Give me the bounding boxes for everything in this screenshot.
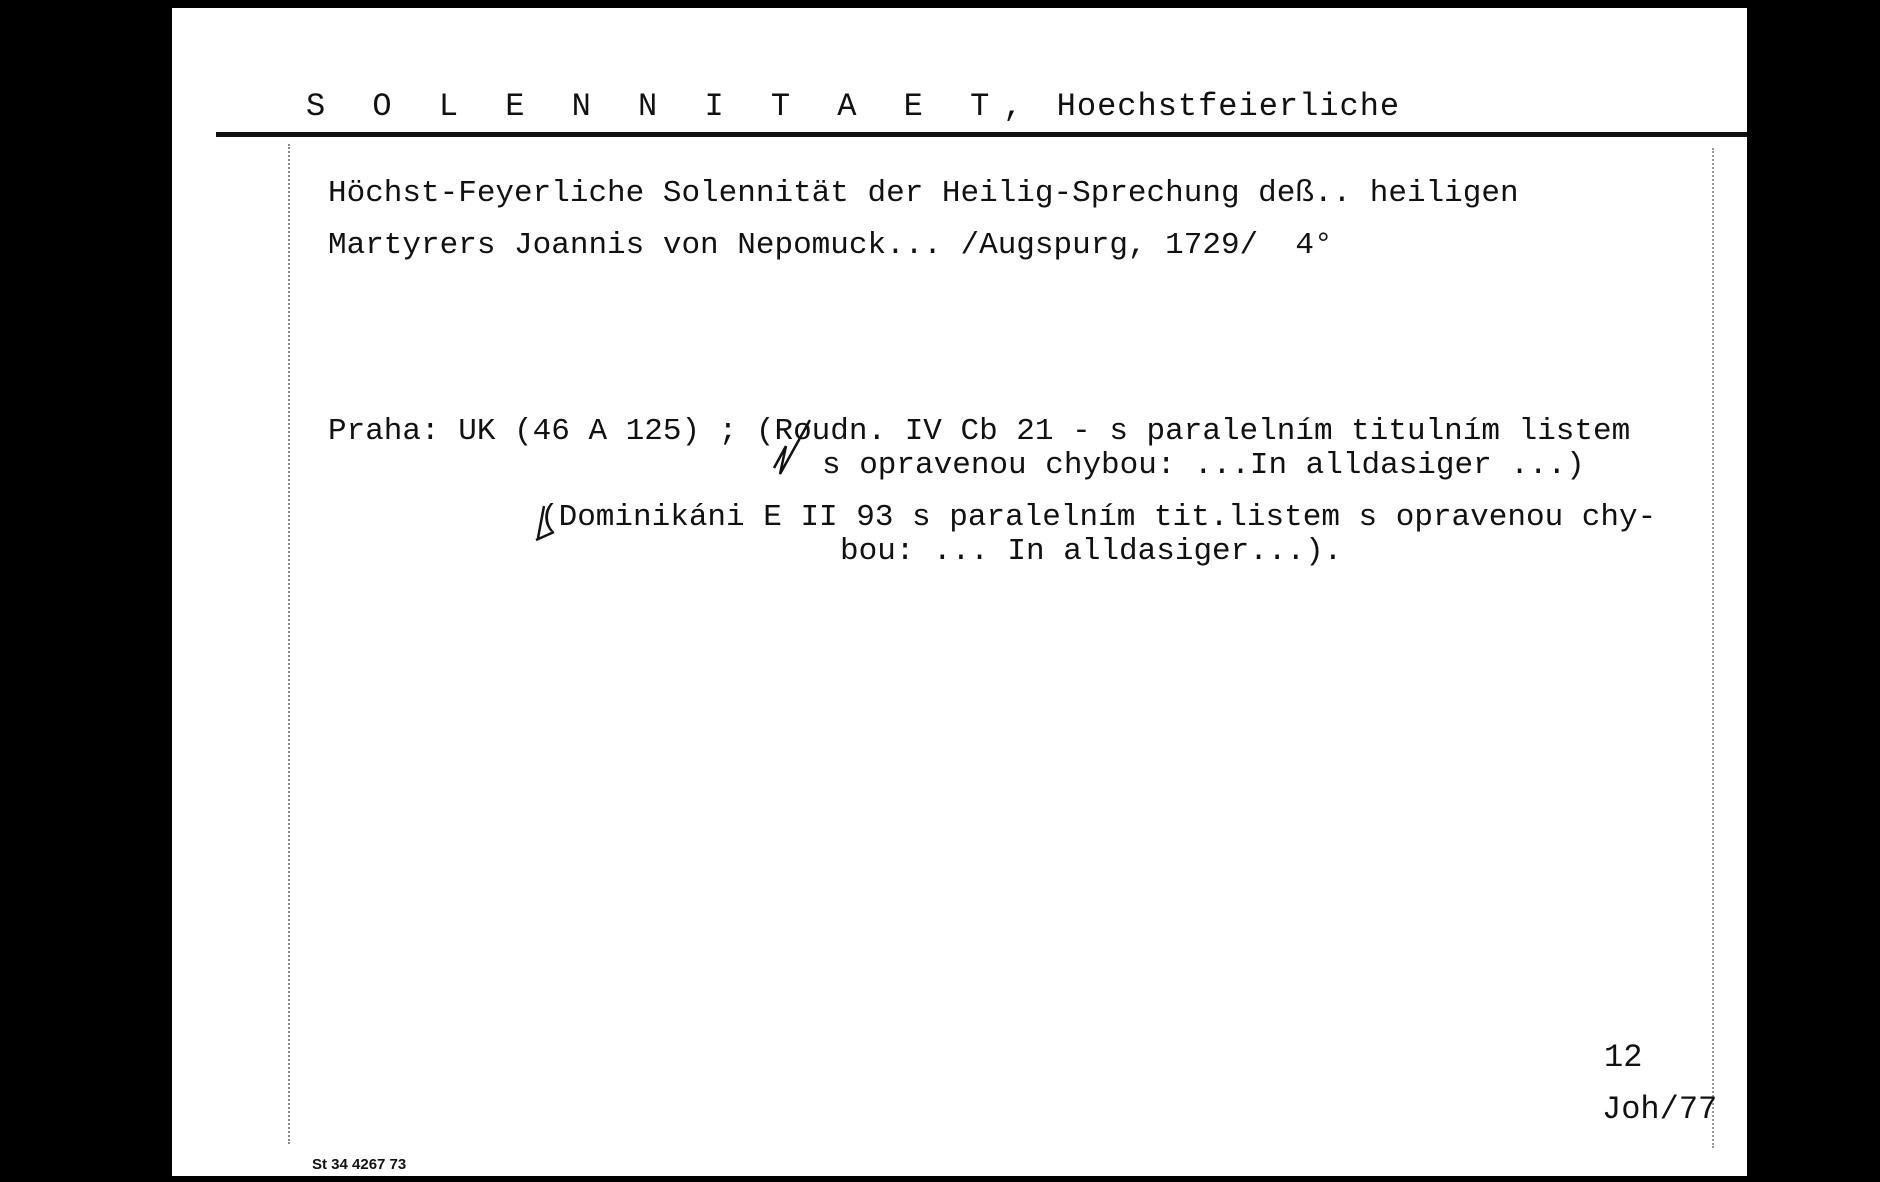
handwritten-check-icon <box>772 416 812 476</box>
right-margin-line <box>1712 148 1714 1148</box>
holdings-line-2: s opravenou chybou: ...In alldasiger ...) <box>822 448 1585 483</box>
holdings-line-3: (Dominikáni E II 93 s paralelním tit.listem s opravenou chy- <box>540 500 1657 535</box>
holdings-line-4: bou: ... In alldasiger...). <box>840 534 1343 569</box>
print-code: St 34 4267 73 <box>312 1156 407 1173</box>
title-line-1: Höchst-Feyerliche Solennität der Heilig-Sprechung deß.. heiligen <box>328 176 1519 211</box>
holdings-line-1: Praha: UK (46 A 125) ; (Roudn. IV Cb 21 - s paralelním titulním listem <box>328 414 1631 449</box>
card-heading <box>306 88 1400 125</box>
left-margin-line <box>288 144 290 1144</box>
card-number: 12 <box>1604 1039 1643 1076</box>
heading-keyword: S O L E N N I T A E T, <box>306 88 1037 125</box>
handwritten-check-icon <box>534 498 568 542</box>
catalog-card <box>172 8 1747 1176</box>
heading-subject: Hoechstfeierliche <box>1036 88 1401 125</box>
title-line-2: Martyrers Joannis von Nepomuck... /Augspurg, 1729/ 4° <box>328 228 1333 263</box>
card-signature: Joh/77 <box>1602 1091 1718 1128</box>
heading-rule <box>216 132 1747 137</box>
